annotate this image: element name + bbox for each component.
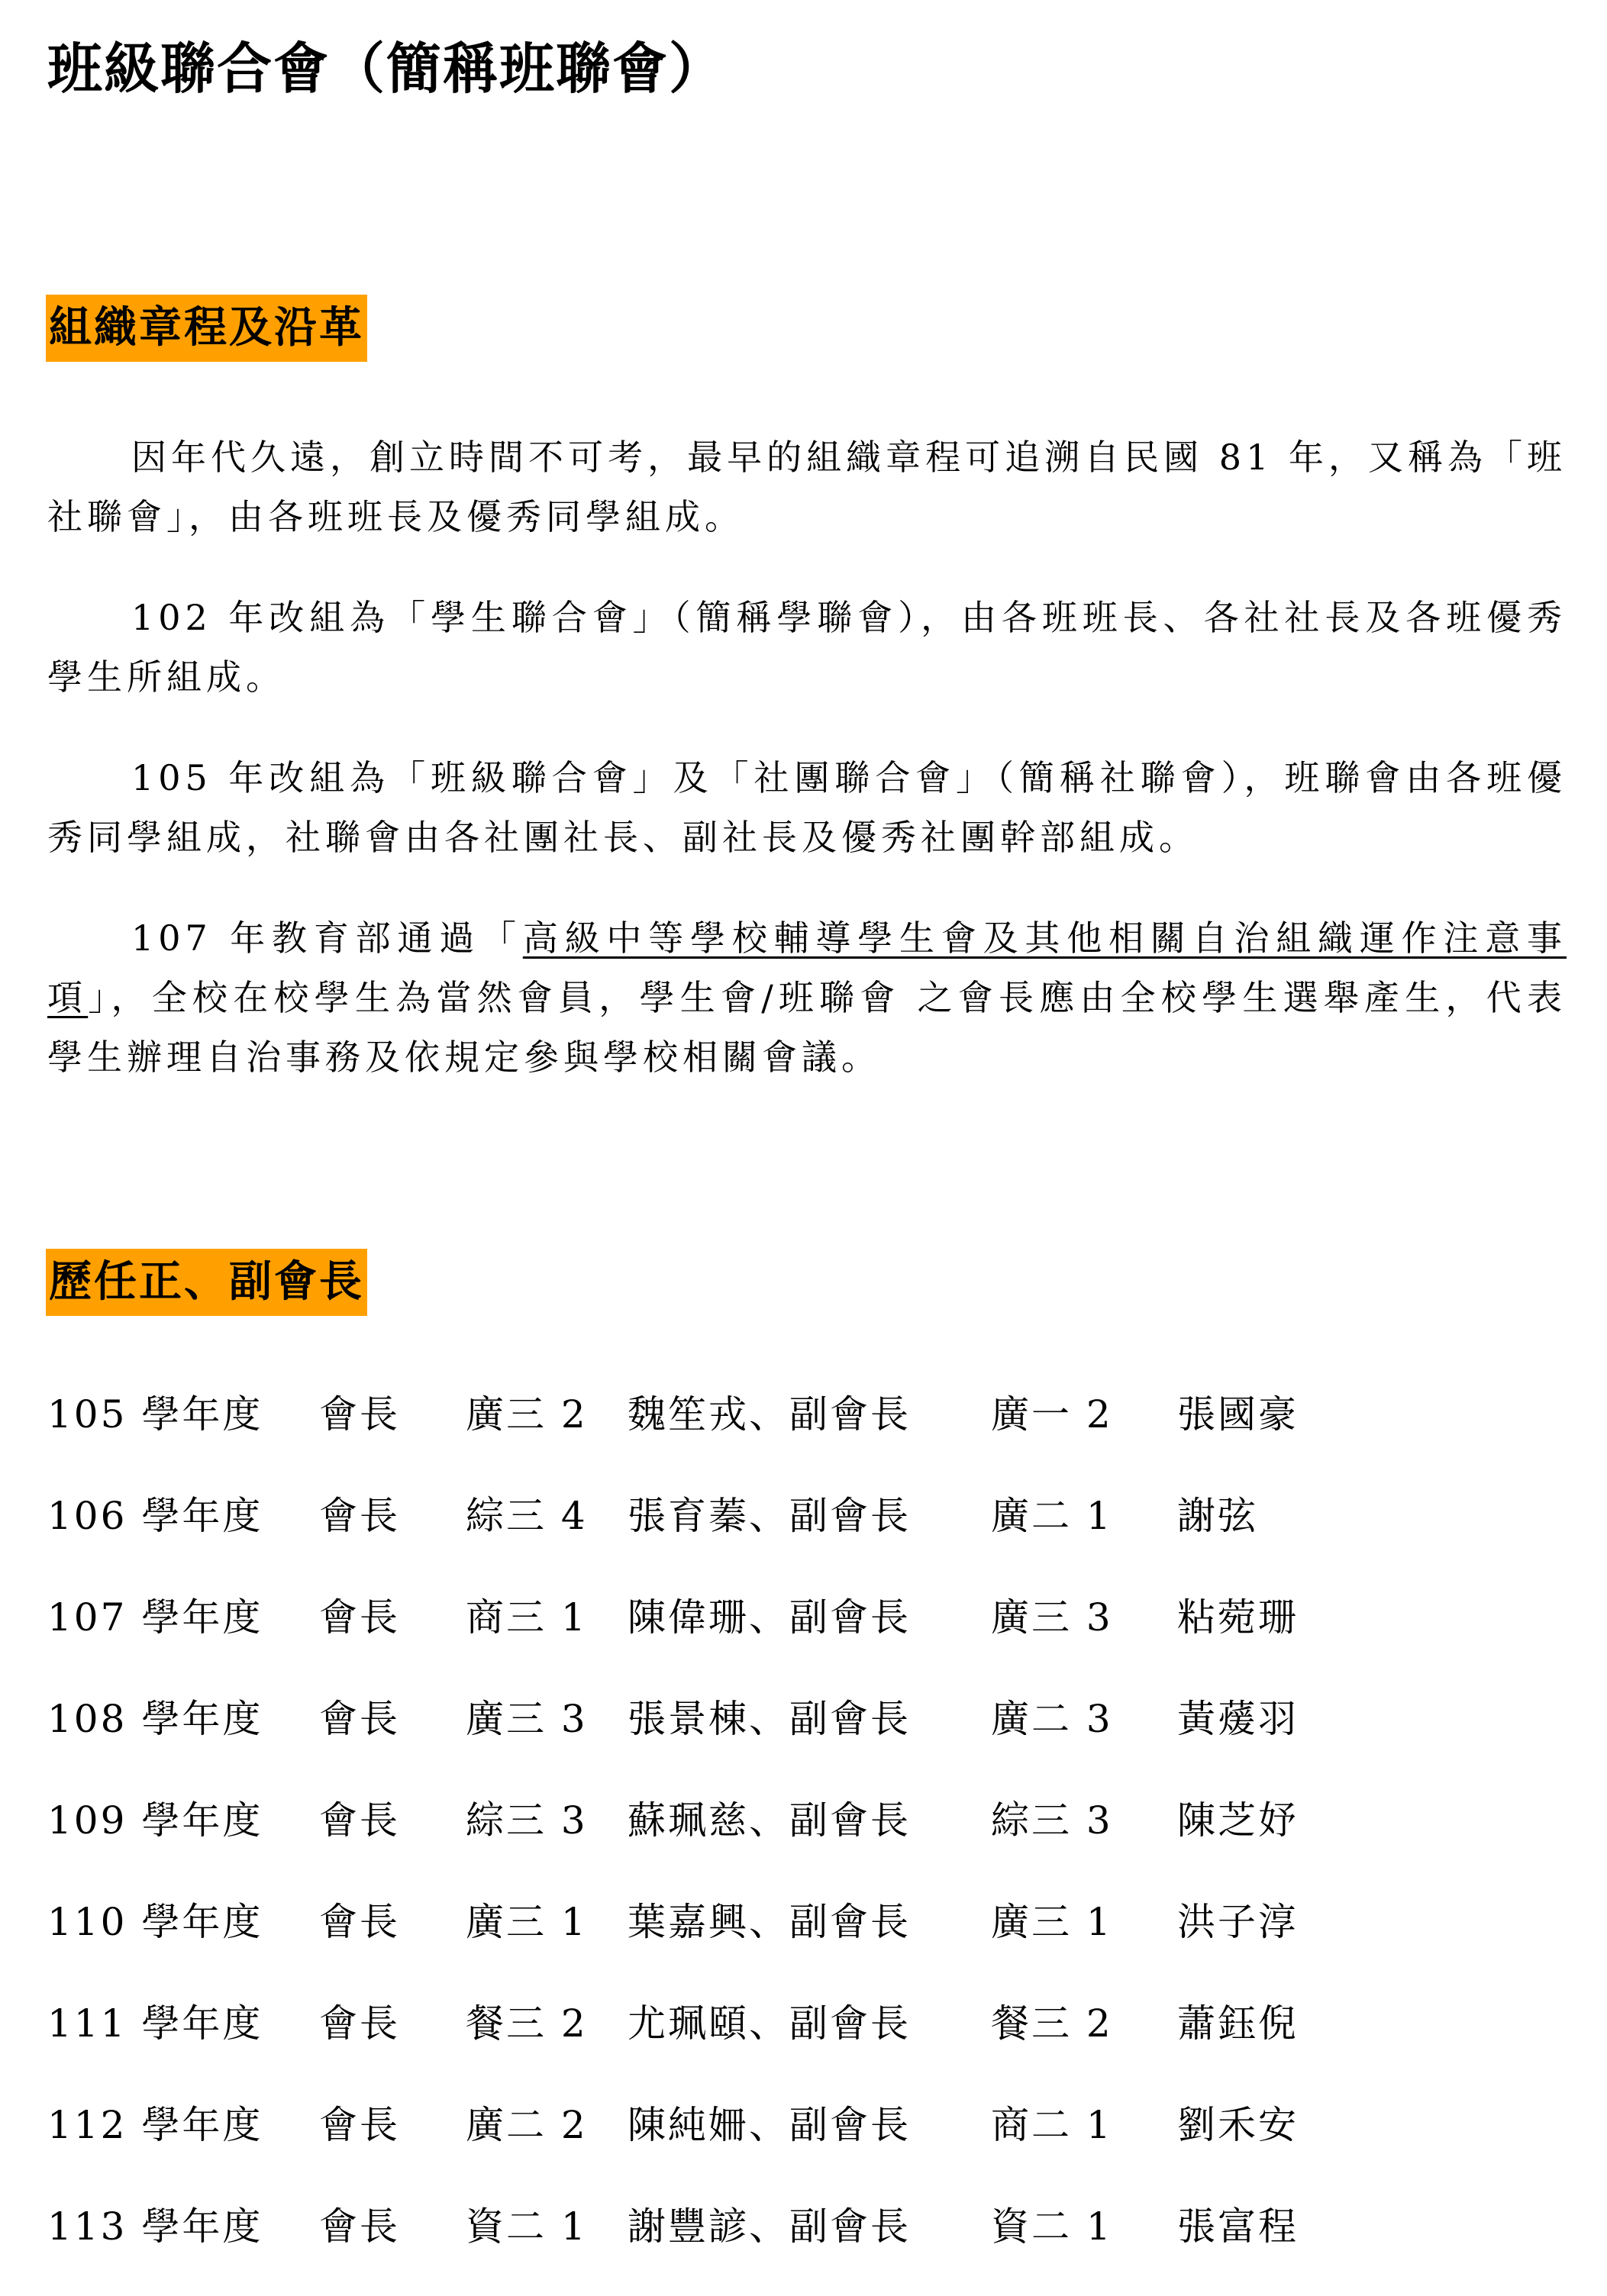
vice-president-class: 商二 1 bbox=[991, 2103, 1113, 2147]
president-class: 廣三 3 bbox=[466, 1697, 588, 1741]
vice-president-name: 陳芝妤 bbox=[1177, 1798, 1299, 1843]
school-year: 107 學年度 bbox=[47, 1595, 263, 1640]
vice-president-class: 廣二 3 bbox=[991, 1697, 1113, 1741]
vice-president-class: 廣三 1 bbox=[991, 1900, 1113, 1944]
leader-row bbox=[47, 1482, 1574, 1583]
vice-president-name: 粘菀珊 bbox=[1177, 1595, 1299, 1640]
president-name: 張育蓁、副會長 bbox=[628, 1494, 911, 1538]
president-name: 葉嘉興、副會長 bbox=[628, 1900, 911, 1944]
leader-row bbox=[47, 1786, 1574, 1888]
president-name: 魏笙戎、副會長 bbox=[628, 1392, 911, 1437]
president-class: 廣二 2 bbox=[466, 2103, 588, 2147]
president-label: 會長 bbox=[319, 2204, 400, 2249]
history-paragraph-4 bbox=[47, 908, 1567, 1087]
vice-president-class: 廣二 1 bbox=[991, 1494, 1113, 1538]
president-class: 綜三 4 bbox=[466, 1494, 588, 1538]
vice-president-name: 謝弦 bbox=[1177, 1494, 1258, 1538]
leader-row bbox=[47, 1888, 1574, 1989]
leaders-list bbox=[47, 1380, 1574, 2294]
history-paragraph-3: 105 年改組為「班級聯合會」及「社團聯合會」（簡稱社聯會），班聯會由各班優秀同學組成，社聯會由各社團社長、副社長及優秀社團幹部組成。 bbox=[47, 757, 1567, 858]
president-name: 張景棟、副會長 bbox=[628, 1697, 911, 1741]
school-year: 110 學年度 bbox=[47, 1900, 263, 1944]
president-label: 會長 bbox=[319, 1798, 400, 1843]
president-name: 陳純姍、副會長 bbox=[628, 2103, 911, 2147]
vice-president-class: 廣一 2 bbox=[991, 1392, 1113, 1437]
leader-row bbox=[47, 1583, 1574, 1685]
president-name: 尤珮頤、副會長 bbox=[628, 2001, 911, 2046]
paragraph-4-lead: 107 年教育部通過「 bbox=[131, 917, 523, 959]
president-name: 陳偉珊、副會長 bbox=[628, 1595, 911, 1640]
vice-president-class: 餐三 2 bbox=[991, 2001, 1113, 2046]
vice-president-class: 綜三 3 bbox=[991, 1798, 1113, 1843]
president-class: 餐三 2 bbox=[466, 2001, 588, 2046]
leader-row bbox=[47, 2192, 1574, 2294]
page-title: 班級聯合會（簡稱班聯會） bbox=[47, 37, 726, 101]
president-label: 會長 bbox=[319, 1494, 400, 1538]
school-year: 109 學年度 bbox=[47, 1798, 263, 1843]
leader-row bbox=[47, 1989, 1574, 2091]
leader-row bbox=[47, 1380, 1574, 1482]
president-class: 資二 1 bbox=[466, 2204, 588, 2249]
president-name: 謝豐諺、副會長 bbox=[628, 2204, 911, 2249]
school-year: 112 學年度 bbox=[47, 2103, 263, 2147]
history-paragraph-1: 因年代久遠，創立時間不可考，最早的組織章程可追溯自民國 81 年，又稱為「班社聯會」，由各班班長及優秀同學組成。 bbox=[47, 437, 1567, 537]
vice-president-class: 廣三 3 bbox=[991, 1595, 1113, 1640]
regulation-link[interactable]: 高級中等學校輔導學生會及其他相關自治組織運作注意事項 bbox=[47, 917, 1567, 1018]
history-paragraph-2: 102 年改組為「學生聯合會」（簡稱學聯會），由各班班長、各社社長及各班優秀學生所組成。 bbox=[47, 597, 1567, 698]
president-name: 蘇珮慈、副會長 bbox=[628, 1798, 911, 1843]
president-class: 廣三 1 bbox=[466, 1900, 588, 1944]
president-class: 商三 1 bbox=[466, 1595, 588, 1640]
school-year: 113 學年度 bbox=[47, 2204, 263, 2249]
school-year: 105 學年度 bbox=[47, 1392, 263, 1437]
vice-president-name: 張富程 bbox=[1177, 2204, 1299, 2249]
president-label: 會長 bbox=[319, 1595, 400, 1640]
president-label: 會長 bbox=[319, 2001, 400, 2046]
president-label: 會長 bbox=[319, 2103, 400, 2147]
school-year: 111 學年度 bbox=[47, 2001, 263, 2046]
vice-president-name: 劉禾安 bbox=[1177, 2103, 1299, 2147]
president-class: 廣三 2 bbox=[466, 1392, 588, 1437]
vice-president-name: 張國豪 bbox=[1177, 1392, 1299, 1437]
paragraph-4-tail: 」，全校在校學生為當然會員，學生會/班聯會 之會長應由全校學生選舉產生，代表學生辦理自治事務及依規定參與學校相關會議。 bbox=[47, 977, 1567, 1078]
president-class: 綜三 3 bbox=[466, 1798, 588, 1843]
president-label: 會長 bbox=[319, 1392, 400, 1437]
section-heading-leaders: 歷任正、副會長 bbox=[46, 1249, 367, 1316]
school-year: 108 學年度 bbox=[47, 1697, 263, 1741]
school-year: 106 學年度 bbox=[47, 1494, 263, 1538]
leader-row bbox=[47, 2091, 1574, 2192]
vice-president-name: 蕭鈺倪 bbox=[1177, 2001, 1299, 2046]
section-heading-history: 組織章程及沿革 bbox=[46, 295, 367, 362]
vice-president-name: 黃蕿羽 bbox=[1177, 1697, 1299, 1741]
leader-row bbox=[47, 1685, 1574, 1786]
president-label: 會長 bbox=[319, 1697, 400, 1741]
vice-president-name: 洪子淳 bbox=[1177, 1900, 1299, 1944]
president-label: 會長 bbox=[319, 1900, 400, 1944]
vice-president-class: 資二 1 bbox=[991, 2204, 1113, 2249]
